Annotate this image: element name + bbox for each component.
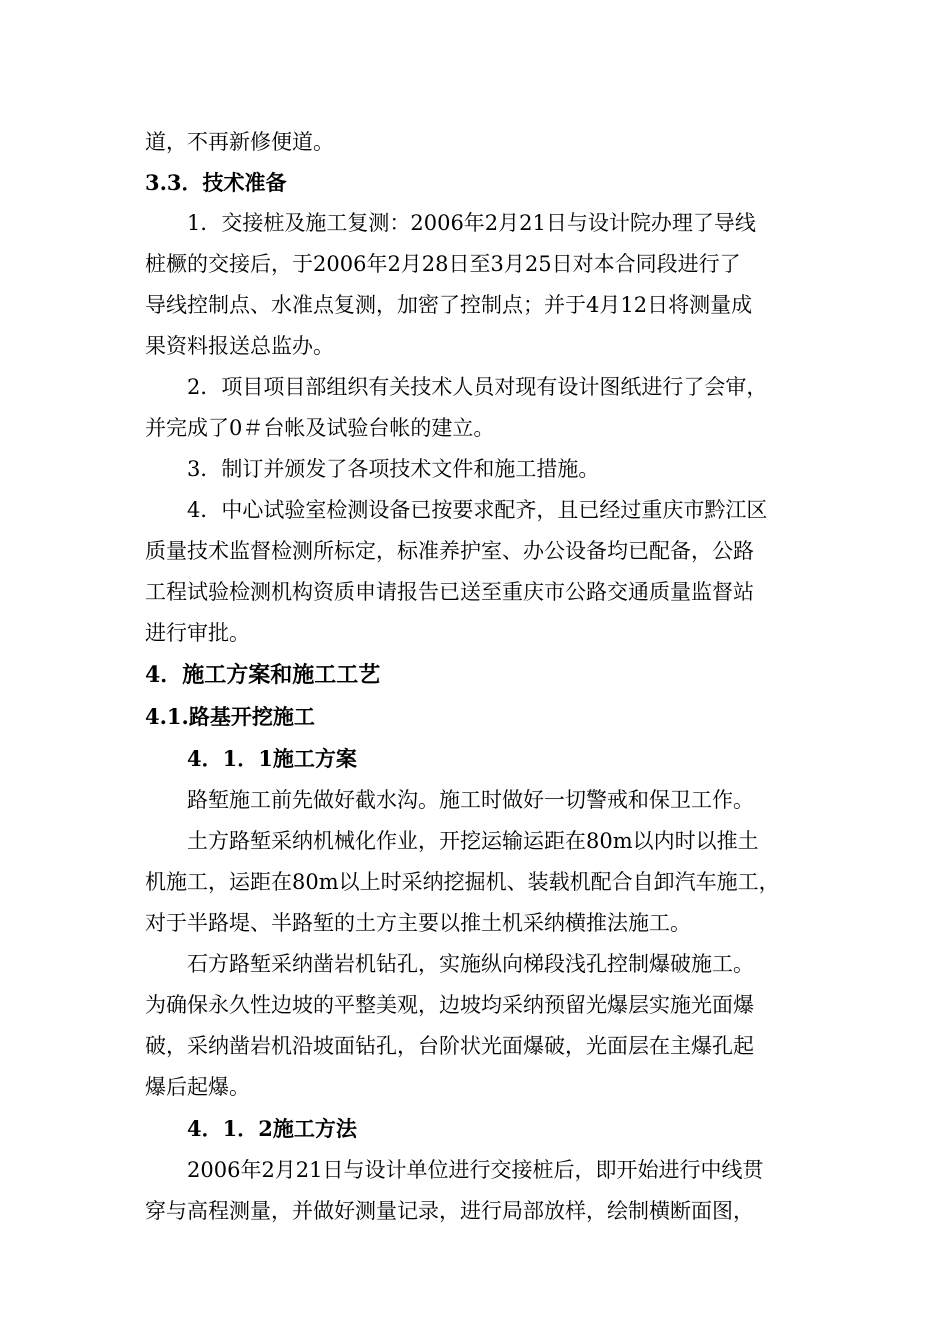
paragraph-line: 并完成了0＃台帐及试验台帐的建立。 — [145, 416, 495, 440]
paragraph-line: 2006年2月21日与设计单位进行交接桩后，即开始进行中线贯 — [187, 1158, 764, 1182]
paragraph-line: 桩橛的交接后，于2006年2月28日至3月25日对本合同段进行了 — [145, 252, 741, 276]
paragraph-line: 爆后起爆。 — [145, 1075, 250, 1099]
section-heading-4-1: 4.1.路基开挖施工 — [145, 704, 315, 729]
paragraph-line: 为确保永久性边坡的平整美观，边坡均采纳预留光爆层实施光面爆 — [145, 993, 754, 1017]
paragraph-line: 破，采纳凿岩机沿坡面钻孔，台阶状光面爆破，光面层在主爆孔起 — [145, 1034, 754, 1058]
section-heading-4-1-1: 4．1．1施工方案 — [187, 746, 357, 771]
paragraph-line: 道，不再新修便道。 — [145, 130, 334, 154]
section-heading-3-3: 3.3．技术准备 — [145, 170, 287, 195]
paragraph-line: 2．项目项目部组织有关技术人员对现有设计图纸进行了会审， — [187, 375, 768, 399]
paragraph-line: 石方路堑采纳凿岩机钻孔，实施纵向梯段浅孔控制爆破施工。 — [187, 952, 754, 976]
paragraph-line: 进行审批。 — [145, 621, 250, 645]
paragraph-line: 4．中心试验室检测设备已按要求配齐，且已经过重庆市黔江区 — [187, 498, 768, 522]
paragraph-line: 工程试验检测机构资质申请报告已送至重庆市公路交通质量监督站 — [145, 580, 754, 604]
section-heading-4-1-2: 4．1．2施工方法 — [187, 1116, 357, 1141]
paragraph-line: 土方路堑采纳机械化作业，开挖运输运距在80m以内时以推土 — [187, 829, 759, 853]
paragraph-line: 3．制订并颁发了各项技术文件和施工措施。 — [187, 457, 600, 481]
document-body — [145, 122, 825, 1232]
paragraph-line: 对于半路堤、半路堑的土方主要以推土机采纳横推法施工。 — [145, 911, 691, 935]
paragraph-line: 路堑施工前先做好截水沟。施工时做好一切警戒和保卫工作。 — [187, 788, 754, 812]
paragraph-line: 机施工，运距在80m以上时采纳挖掘机、装载机配合自卸汽车施工， — [145, 870, 780, 894]
paragraph-line: 果资料报送总监办。 — [145, 334, 334, 358]
section-heading-4: 4．施工方案和施工工艺 — [145, 662, 381, 688]
paragraph-line: 1．交接桩及施工复测：2006年2月21日与设计院办理了导线 — [187, 211, 756, 235]
paragraph-line: 质量技术监督检测所标定，标准养护室、办公设备均已配备，公路 — [145, 539, 754, 563]
paragraph-line: 导线控制点、水准点复测，加密了控制点；并于4月12日将测量成 — [145, 293, 753, 317]
paragraph-line: 穿与高程测量，并做好测量记录，进行局部放样，绘制横断面图， — [145, 1199, 754, 1223]
